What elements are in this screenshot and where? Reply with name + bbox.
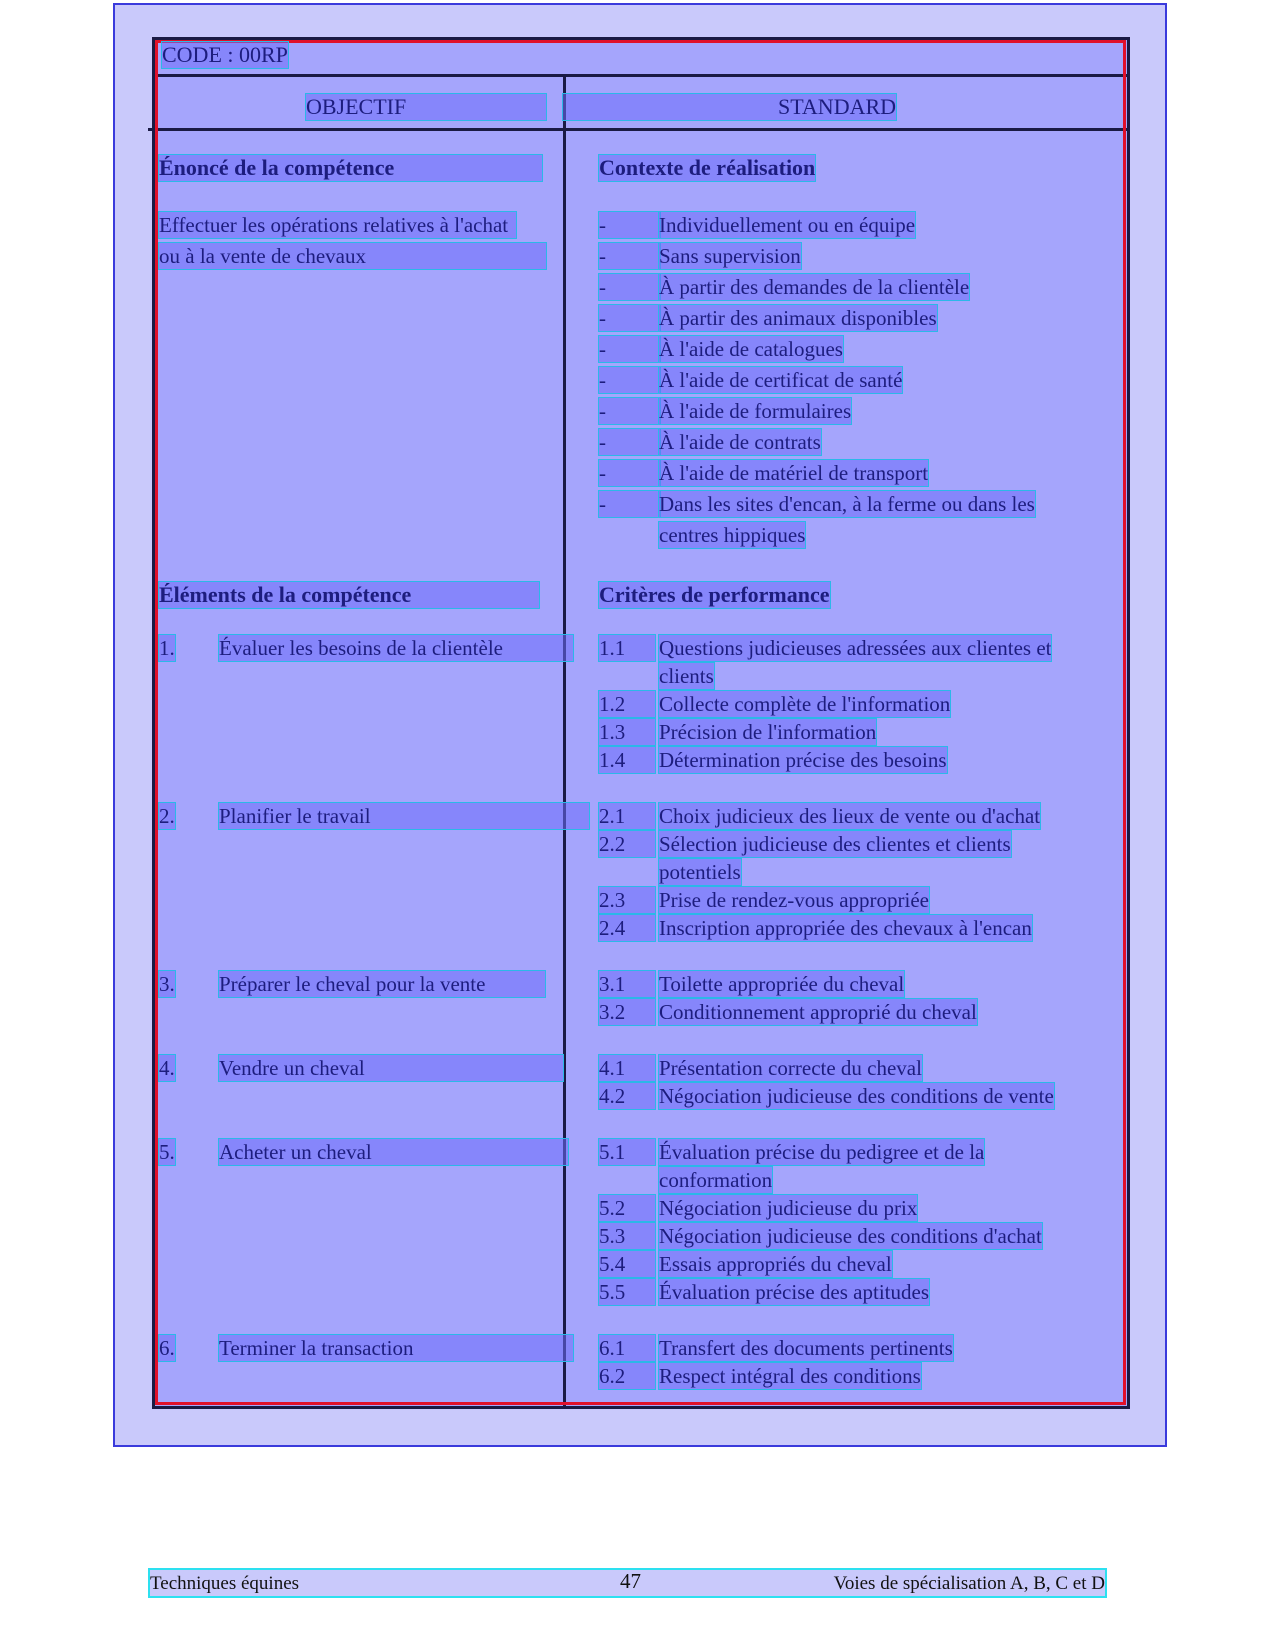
- critere-text: Négociation judicieuse des conditions d'achat: [659, 1224, 1042, 1248]
- element-number: 1.: [159, 636, 175, 660]
- critere-text: conformation: [659, 1168, 773, 1192]
- critere-number: 5.3: [599, 1223, 655, 1249]
- critere-text: Choix judicieux des lieux de vente ou d'achat: [659, 804, 1041, 828]
- elements-title: Éléments de la compétence: [159, 582, 539, 608]
- page-number: 47: [620, 1569, 641, 1593]
- critere-text: Détermination précise des besoins: [659, 748, 947, 772]
- critere-text: clients: [659, 664, 714, 688]
- footer-specialisation: Voies de spécialisation A, B, C et D: [833, 1573, 1105, 1594]
- contexte-item: Individuellement ou en équipe: [659, 213, 916, 237]
- contexte-item: À partir des demandes de la clientèle: [659, 275, 970, 299]
- critere-number: 1.3: [599, 719, 655, 745]
- critere-number: 1.2: [599, 691, 655, 717]
- critere-number: 5.4: [599, 1251, 655, 1277]
- critere-number: 3.2: [599, 999, 655, 1025]
- critere-text: Conditionnement approprié du cheval: [659, 1000, 977, 1024]
- critere-text: Présentation correcte du cheval: [659, 1056, 922, 1080]
- contexte-bullet: -: [599, 336, 660, 362]
- contexte-item: À l'aide de formulaires: [659, 399, 852, 423]
- contexte-item: Dans les sites d'encan, à la ferme ou dans les: [659, 492, 1035, 516]
- critere-text: Collecte complète de l'information: [659, 692, 951, 716]
- critere-number: 5.1: [599, 1139, 655, 1165]
- page-footer: [150, 1570, 1105, 1596]
- contexte-bullet: -: [599, 367, 660, 393]
- footer-program: Techniques équines: [150, 1573, 300, 1594]
- critere-text: Essais appropriés du cheval: [659, 1252, 892, 1276]
- critere-number: 2.4: [599, 915, 655, 941]
- header-rule-bottom: [148, 128, 1130, 131]
- element-label: Terminer la transaction: [219, 1335, 573, 1361]
- critere-text: Respect intégral des conditions: [659, 1364, 921, 1388]
- contexte-item: À l'aide de matériel de transport: [659, 461, 929, 485]
- critere-number: 2.1: [599, 803, 655, 829]
- critere-number: 5.5: [599, 1279, 655, 1305]
- contexte-item: À partir des animaux disponibles: [659, 306, 937, 330]
- element-label: Planifier le travail: [219, 803, 589, 829]
- element-label: Acheter un cheval: [219, 1139, 568, 1165]
- critere-text: Sélection judicieuse des clientes et clients: [659, 832, 1011, 856]
- critere-number: 6.2: [599, 1363, 655, 1389]
- critere-number: 4.1: [599, 1055, 655, 1081]
- contexte-bullet: -: [599, 491, 660, 517]
- contexte-bullet: -: [599, 305, 660, 331]
- header-rule-top: [155, 74, 1130, 77]
- contexte-item: Sans supervision: [659, 244, 801, 268]
- element-number: 3.: [159, 972, 175, 996]
- critere-text: Questions judicieuses adressées aux clientes et: [659, 636, 1052, 660]
- column-header-objectif: OBJECTIF: [306, 94, 546, 120]
- contexte-bullet: -: [599, 243, 660, 269]
- column-header-standard: STANDARD: [563, 94, 896, 120]
- critere-text: Précision de l'information: [659, 720, 877, 744]
- critere-text: Inscription appropriée des chevaux à l'encan: [659, 916, 1032, 940]
- element-label: Évaluer les besoins de la clientèle: [219, 635, 573, 661]
- critere-number: 2.2: [599, 831, 655, 857]
- contexte-bullet: -: [599, 429, 660, 455]
- critere-number: 5.2: [599, 1195, 655, 1221]
- element-label: Préparer le cheval pour la vente: [219, 971, 545, 997]
- element-number: 5.: [159, 1140, 175, 1164]
- element-number: 4.: [159, 1056, 175, 1080]
- criteres-title: Critères de performance: [599, 582, 830, 607]
- element-label: Vendre un cheval: [219, 1055, 563, 1081]
- element-number: 2.: [159, 804, 175, 828]
- contexte-item: À l'aide de certificat de santé: [659, 368, 903, 392]
- competency-code: CODE : 00RP: [162, 42, 288, 67]
- contexte-bullet: -: [599, 212, 660, 238]
- critere-text: Évaluation précise des aptitudes: [659, 1280, 929, 1304]
- enonce-line-1: Effectuer les opérations relatives à l'achat: [159, 212, 516, 238]
- critere-text: Négociation judicieuse du prix: [659, 1196, 918, 1220]
- critere-number: 1.1: [599, 635, 655, 661]
- contexte-title: Contexte de réalisation: [599, 155, 816, 180]
- critere-number: 2.3: [599, 887, 655, 913]
- contexte-bullet: -: [599, 398, 660, 424]
- critere-text: Évaluation précise du pedigree et de la: [659, 1140, 985, 1164]
- critere-text: potentiels: [659, 860, 741, 884]
- contexte-item: À l'aide de catalogues: [659, 337, 843, 361]
- critere-text: Transfert des documents pertinents: [659, 1336, 953, 1360]
- column-divider: [563, 76, 566, 1406]
- critere-text: Négociation judicieuse des conditions de vente: [659, 1084, 1054, 1108]
- contexte-bullet: -: [599, 274, 660, 300]
- critere-number: 3.1: [599, 971, 655, 997]
- critere-number: 1.4: [599, 747, 655, 773]
- element-number: 6.: [159, 1336, 175, 1360]
- critere-number: 4.2: [599, 1083, 655, 1109]
- critere-text: Prise de rendez-vous appropriée: [659, 888, 929, 912]
- enonce-line-2: ou à la vente de chevaux: [159, 243, 546, 269]
- critere-number: 6.1: [599, 1335, 655, 1361]
- contexte-item: centres hippiques: [659, 523, 806, 547]
- critere-text: Toilette appropriée du cheval: [659, 972, 905, 996]
- enonce-title: Énoncé de la compétence: [159, 155, 542, 181]
- contexte-item: À l'aide de contrats: [659, 430, 821, 454]
- contexte-bullet: -: [599, 460, 660, 486]
